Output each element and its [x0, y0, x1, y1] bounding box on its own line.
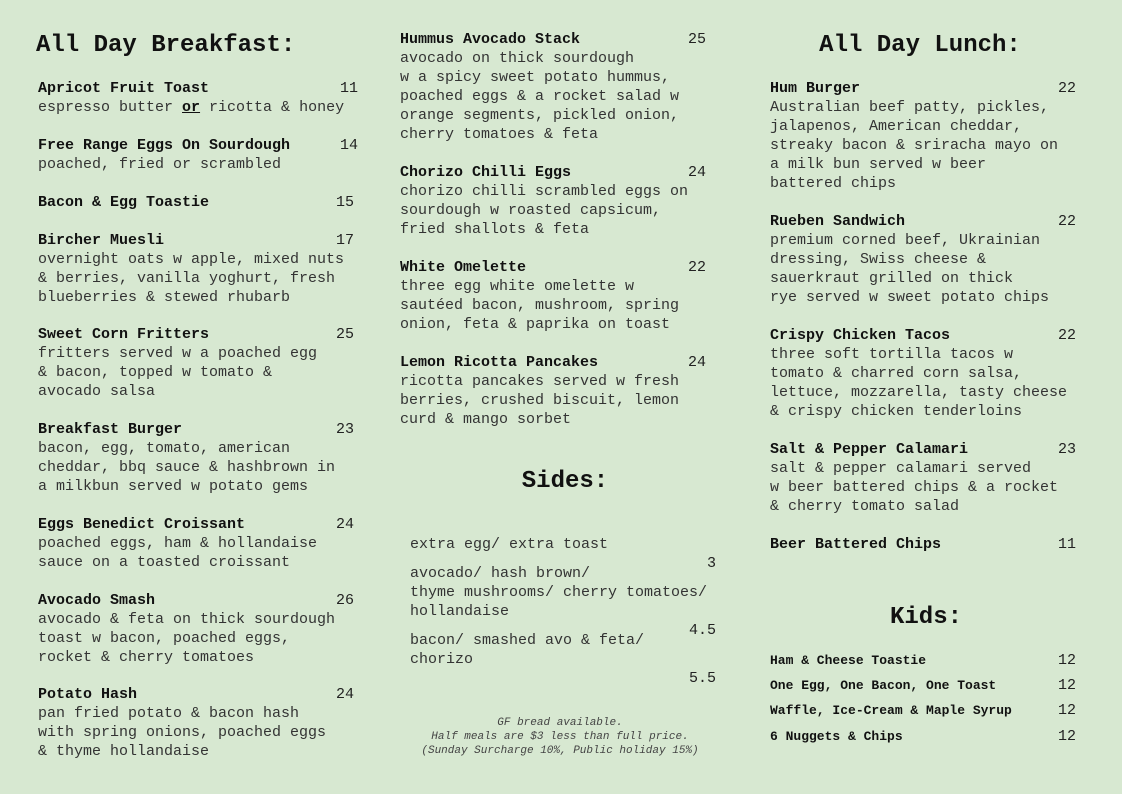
item-description: three soft tortilla tacos w tomato & charred corn salsa, lettuce, mozzarella, tasty cheese & crispy chicken tenderloins [770, 346, 1068, 420]
item-description: salt & pepper calamari served w beer battered chips & a rocket & cherry tomato salad [770, 460, 1059, 515]
menu-item [38, 515, 358, 572]
kids-item [770, 677, 1082, 695]
menu-item [770, 212, 1082, 307]
item-price: 24 [688, 164, 707, 181]
item-name: Chorizo Chilli Eggs [400, 164, 572, 181]
item-price: 25 [688, 31, 707, 48]
item-description: avocado & feta on thick sourdough toast w bacon, poached eggs, rocket & cherry tomatoes [38, 611, 336, 666]
item-price: 24 [336, 516, 355, 533]
item-name: Hum Burger [770, 80, 861, 97]
breakfast-title: All Day Breakfast: [36, 32, 296, 59]
item-description: Australian beef patty, pickles, jalapenos, American cheddar, streaky bacon & sriracha mayo on a milk bun served w beer battered chips [770, 99, 1059, 192]
item-price: 24 [336, 686, 355, 703]
footnote-surcharge: (Sunday Surcharge 10%, Public holiday 15%) [421, 745, 699, 757]
side-item [410, 612, 720, 688]
item-price: 22 [1058, 327, 1077, 344]
footnote [400, 716, 720, 758]
item-name: Potato Hash [38, 686, 138, 703]
side-price: 5.5 [688, 670, 716, 687]
menu-item [38, 591, 358, 667]
item-price: 24 [688, 354, 707, 371]
menu-item [770, 326, 1082, 421]
item-price: 23 [1058, 441, 1077, 458]
side-text: avocado/ hash brown/ thyme mushrooms/ cherry tomatoes/ hollandaise [410, 565, 708, 620]
item-price: 15 [336, 194, 355, 211]
item-description: chorizo chilli scrambled eggs on sourdough w roasted capsicum, fried shallots & feta [400, 183, 689, 238]
kids-item [770, 702, 1082, 720]
item-name: Breakfast Burger [38, 421, 183, 438]
item-name: Bircher Muesli [38, 232, 165, 249]
side-text: extra egg/ extra toast [410, 536, 609, 553]
item-description: ricotta pancakes served w fresh berries, crushed biscuit, lemon curd & mango sorbet [400, 373, 680, 428]
kids-item-price: 12 [1058, 702, 1077, 719]
menu-item [400, 353, 720, 429]
menu-item [38, 79, 358, 117]
menu-item [400, 163, 720, 239]
side-text: bacon/ smashed avo & feta/ chorizo [410, 632, 645, 668]
item-name: White Omelette [400, 259, 527, 276]
item-price: 22 [1058, 213, 1077, 230]
menu-item [400, 30, 720, 144]
side-price: 4.5 [688, 622, 716, 639]
item-name: Hummus Avocado Stack [400, 31, 581, 48]
footnote-gf: GF bread available. [497, 717, 623, 729]
item-description: three egg white omelette w sautéed bacon, mushroom, spring onion, feta & paprika on toast [400, 278, 680, 333]
kids-item-price: 12 [1058, 652, 1077, 669]
item-name: Free Range Eggs On Sourdough [38, 137, 291, 154]
kids-item-name: Waffle, Ice-Cream & Maple Syrup [770, 703, 1012, 718]
item-description: bacon, egg, tomato, american cheddar, bbq sauce & hashbrown in a milkbun served w potato gems [38, 440, 336, 495]
kids-item-name: One Egg, One Bacon, One Toast [770, 678, 997, 693]
item-price: 22 [688, 259, 707, 276]
item-name: Lemon Ricotta Pancakes [400, 354, 599, 371]
item-price: 11 [1058, 536, 1077, 553]
kids-item [770, 728, 1082, 746]
menu-item [38, 193, 358, 212]
lunch-title: All Day Lunch: [819, 32, 1021, 59]
item-description: premium corned beef, Ukrainian dressing, Swiss cheese & sauerkraut grilled on thick rye served w sweet potato chips [770, 232, 1050, 306]
menu-item [38, 231, 358, 307]
menu-item [400, 258, 720, 334]
kids-item-price: 12 [1058, 728, 1077, 745]
menu-item [38, 685, 358, 761]
item-description: avocado on thick sourdough w a spicy sweet potato hummus, poached eggs & a rocket salad w orange segments, pickled onion, cherry tomatoes & feta [400, 50, 680, 143]
item-name: Eggs Benedict Croissant [38, 516, 246, 533]
item-price: 25 [336, 326, 355, 343]
item-name: Apricot Fruit Toast [38, 80, 210, 97]
item-name: Avocado Smash [38, 592, 156, 609]
item-price: 11 [340, 80, 359, 97]
menu-item [770, 535, 1082, 554]
kids-item-price: 12 [1058, 677, 1077, 694]
menu-item [770, 79, 1082, 193]
item-name: Crispy Chicken Tacos [770, 327, 951, 344]
menu-item [38, 136, 358, 174]
kids-item-name: 6 Nuggets & Chips [770, 729, 903, 744]
menu-item [770, 440, 1082, 516]
item-name: Salt & Pepper Calamari [770, 441, 969, 458]
kids-item-name: Ham & Cheese Toastie [770, 653, 927, 668]
item-description: pan fried potato & bacon hash with spring onions, poached eggs & thyme hollandaise [38, 705, 327, 760]
item-description: poached eggs, ham & hollandaise sauce on a toasted croissant [38, 535, 318, 571]
item-description: overnight oats w apple, mixed nuts & berries, vanilla yoghurt, fresh blueberries & stewed rhubarb [38, 251, 345, 306]
item-name: Beer Battered Chips [770, 536, 942, 553]
item-price: 22 [1058, 80, 1077, 97]
item-name: Sweet Corn Fritters [38, 326, 210, 343]
sides-title: Sides: [521, 468, 609, 495]
item-price: 14 [340, 137, 359, 154]
item-description: poached, fried or scrambled [38, 156, 282, 173]
item-description: espresso butter or ricotta & honey [38, 99, 345, 116]
kids-item [770, 652, 1082, 670]
menu-item [38, 325, 358, 401]
item-name: Bacon & Egg Toastie [38, 194, 210, 211]
kids-title: Kids: [889, 604, 962, 631]
emphasis-or: or [182, 99, 201, 116]
side-price: 3 [706, 555, 716, 572]
footnote-half-meals: Half meals are $3 less than full price. [431, 731, 689, 743]
item-description: fritters served w a poached egg & bacon, topped w tomato & avocado salsa [38, 345, 318, 400]
item-price: 23 [336, 421, 355, 438]
item-name: Rueben Sandwich [770, 213, 906, 230]
item-price: 26 [336, 592, 355, 609]
menu-item [38, 420, 358, 496]
item-price: 17 [336, 232, 355, 249]
